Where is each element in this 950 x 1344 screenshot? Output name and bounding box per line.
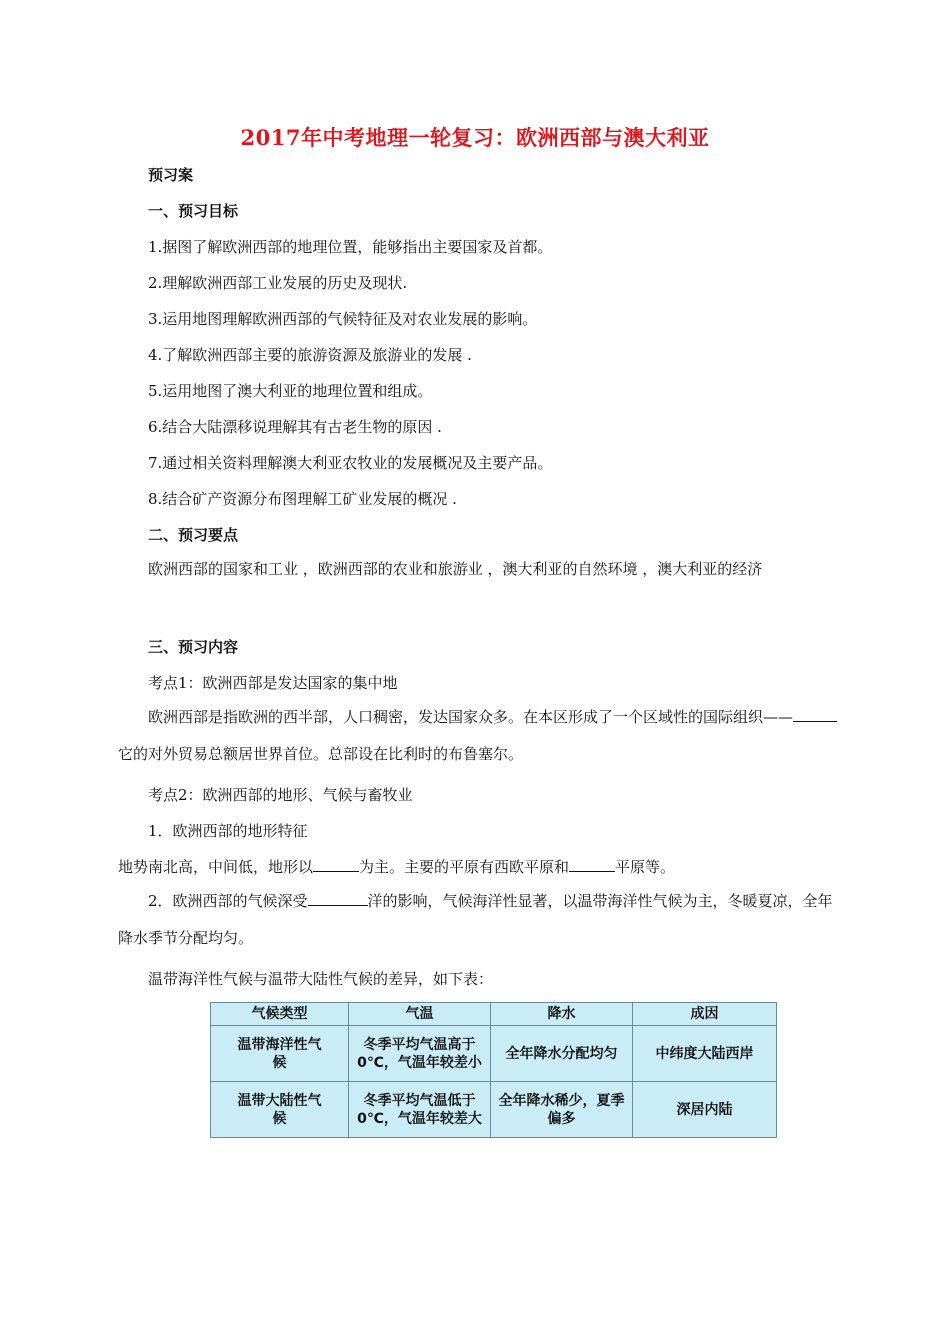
exam-point-1: 考点1：欧洲西部是发达国家的集中地: [148, 674, 398, 692]
cell-cause: 中纬度大陆西岸: [633, 1026, 777, 1082]
goal-item: 4.了解欧洲西部主要的旅游资源及旅游业的发展 .: [148, 346, 472, 364]
goal-item: 5.运用地图了澳大利亚的地理位置和组成。: [148, 382, 433, 400]
table-header-row: [211, 1003, 777, 1026]
climate-text-b: 洋的影响，气候海洋性显著，以温带海洋性气候为主，冬暖夏凉，全年降水季节分配均匀。: [118, 892, 833, 947]
paragraph-eu: [118, 699, 838, 773]
cell-precipitation: 全年降水分配均匀: [491, 1026, 633, 1082]
key-points-text: 欧洲西部的国家和工业 ，欧洲西部的农业和旅游业 ，澳大利亚的自然环境 ，澳大利亚的经济: [148, 560, 763, 578]
section2-text: [118, 551, 838, 588]
exam-point-2: 考点2：欧洲西部的地形、气候与畜牧业: [148, 786, 413, 804]
table-row: [211, 1082, 777, 1138]
terrain-text-b: 为主。主要的平原有西欧平原和: [359, 858, 570, 876]
header-temperature: 气温: [349, 1003, 491, 1026]
climate-text-a: 2．欧洲西部的气候深受: [148, 892, 308, 910]
cell-temperature: 冬季平均气温低于0℃，气温年较差大: [349, 1082, 491, 1138]
goal-item: 2.理解欧洲西部工业发展的历史及现状.: [148, 274, 408, 292]
fill-blank[interactable]: [569, 857, 615, 872]
climate-comparison-table: [210, 1002, 777, 1138]
fill-blank[interactable]: [308, 891, 368, 906]
section1-heading: 一、预习目标: [148, 202, 239, 220]
terrain-paragraph: [118, 856, 675, 878]
section3-heading: 三、预习内容: [148, 638, 239, 656]
fill-blank[interactable]: [313, 857, 359, 872]
terrain-text-a: 地势南北高，中间低，地形以: [118, 858, 314, 876]
cell-climate-type: 温带大陆性气候: [211, 1082, 349, 1138]
fill-blank[interactable]: [793, 707, 837, 722]
cell-cause: 深居内陆: [633, 1082, 777, 1138]
cell-temperature: 冬季平均气温高于0℃，气温年较差小: [349, 1026, 491, 1082]
goal-item: 3.运用地图理解欧洲西部的气候特征及对农业发展的影响。: [148, 310, 538, 328]
section2-heading: 二、预习要点: [148, 526, 239, 544]
preview-case-label: 预习案: [148, 166, 194, 184]
goal-item: 7.通过相关资料理解澳大利亚农牧业的发展概况及主要产品。: [148, 454, 553, 472]
table-row: [211, 1026, 777, 1082]
goal-item: 1.据图了解欧洲西部的地理位置，能够指出主要国家及首都。: [148, 238, 553, 256]
terrain-text-c: 平原等。: [615, 858, 676, 876]
page-title: 2017年中考地理一轮复习：欧洲西部与澳大利亚: [240, 125, 710, 150]
paragraph-eu-text-a: 欧洲西部是指欧洲的西半部，人口稠密，发达国家众多。在本区形成了一个区域性的国际组织——: [148, 708, 794, 726]
header-precipitation: 降水: [491, 1003, 633, 1026]
header-cause: 成因: [633, 1003, 777, 1026]
climate-paragraph: [118, 883, 838, 957]
terrain-subheading: 1．欧洲西部的地形特征: [148, 822, 308, 840]
cell-climate-type: 温带海洋性气候: [211, 1026, 349, 1082]
header-climate-type: 气候类型: [211, 1003, 349, 1026]
table-intro: 温带海洋性气候与温带大陆性气候的差异，如下表：: [148, 970, 494, 988]
paragraph-eu-text-b: 它的对外贸易总额居世界首位。总部设在比利时的布鲁塞尔。: [118, 745, 524, 763]
cell-precipitation: 全年降水稀少，夏季偏多: [491, 1082, 633, 1138]
goal-item: 8.结合矿产资源分布图理解工矿业发展的概况 .: [148, 490, 457, 508]
goal-item: 6.结合大陆漂移说理解其有古老生物的原因 .: [148, 418, 442, 436]
